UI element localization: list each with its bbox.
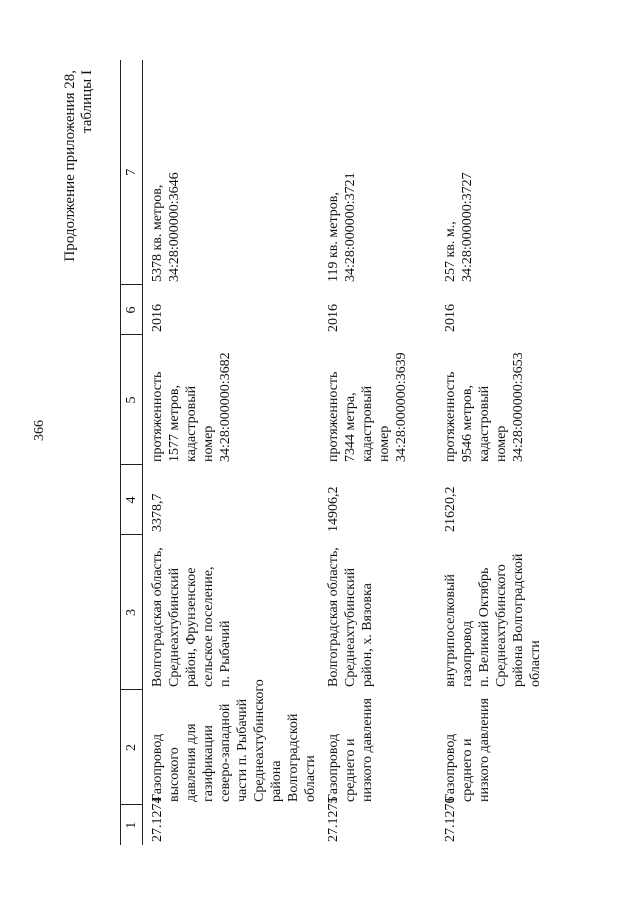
row-number: 27.1276 [443,796,458,842]
object-name: Газопровод среднего и низкого давления [326,698,375,802]
page-number: 366 [32,420,47,441]
land-plot-info: 5378 кв. метров, 34:28:000000:3646 [150,172,182,282]
column-number-header [121,60,143,845]
object-characteristics: протяженность 1577 метров, кадастровый номер 34:28:000000:3682 [150,352,233,462]
object-value: 3378,7 [150,493,165,532]
column-header: 4 [121,465,143,535]
column-header: 2 [121,690,143,805]
table-row [319,60,436,845]
continuation-title: Продолжение приложения 28, таблицы I [62,70,95,262]
column-header: 7 [121,60,143,285]
column-header: 5 [121,335,143,465]
column-header: 3 [121,535,143,690]
column-header: 6 [121,285,143,335]
table-row [436,60,553,845]
land-plot-info: 257 кв. м., 34:28:000000:3727 [443,172,475,282]
object-year: 2016 [443,304,458,332]
object-name: Газопровод высокого давления для газификации северо-западной части п. Рыбачий Среднеахтубинского района Волгоградской области [150,679,318,802]
rotated-page-content [62,60,543,845]
object-address: Волгоградская область, Среднеахтубинский район, х. Вязовка [326,547,375,687]
property-table [120,60,553,845]
table-row [143,60,320,845]
object-value: 14906,2 [326,486,341,532]
land-plot-info: 119 кв. метров, 34:28:000000:3721 [326,172,358,282]
object-address: Волгоградская область, Среднеахтубинский район, Фрунзенское сельское поселение, п. Рыбачий [150,547,233,687]
object-characteristics: протяженность 9546 метров, кадастровый номер 34:28:000000:3653 [443,352,526,462]
object-value: 21620,2 [443,486,458,532]
object-characteristics: протяженность 7344 метра, кадастровый номер 34:28:000000:3639 [326,352,409,462]
object-address: внутрипоселковый газопровод п. Великий Октябрь Среднеахтубинского района Волгоградской области [443,553,543,687]
object-year: 2016 [150,304,165,332]
object-year: 2016 [326,304,341,332]
row-number: 27.1275 [326,796,341,842]
row-number: 27.1274 [150,796,165,842]
column-header: 1 [121,805,143,845]
object-name: Газопровод среднего и низкого давления [443,698,492,802]
